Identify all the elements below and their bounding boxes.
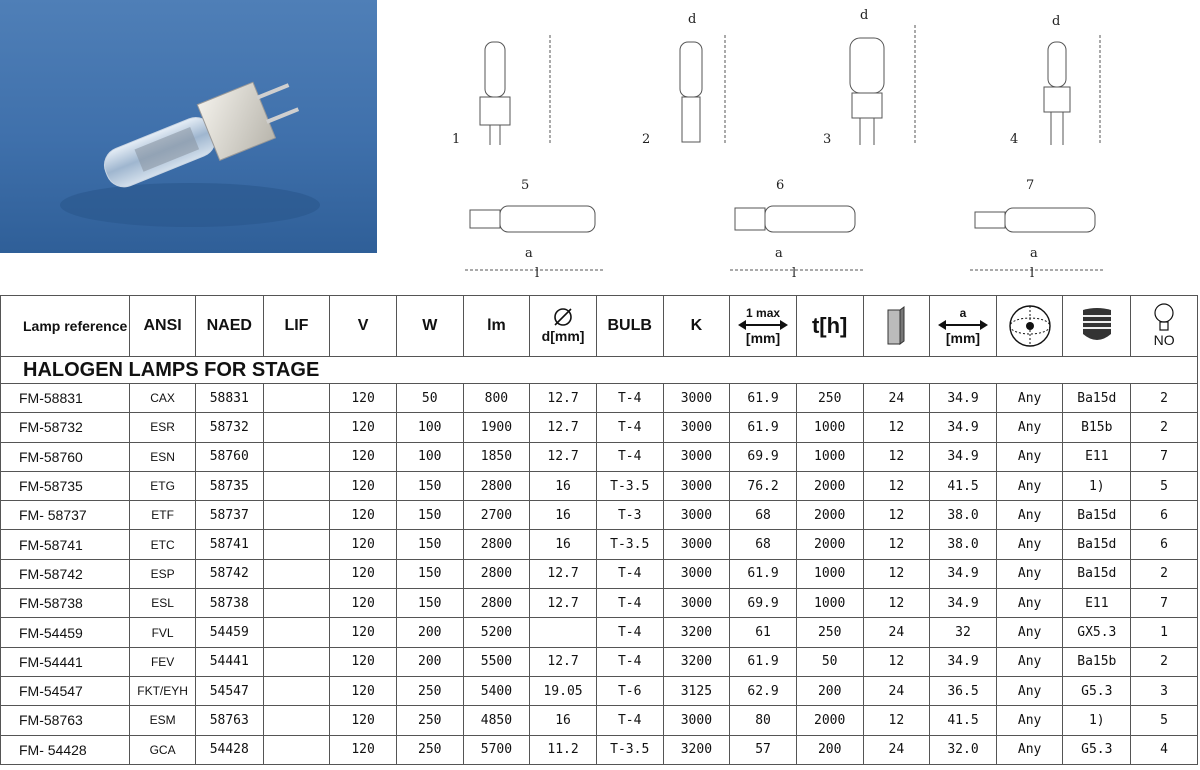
cell-wattage: 250	[396, 706, 463, 735]
dimension-label-d: d	[688, 12, 697, 27]
cell-lif	[263, 413, 330, 442]
cell-lif	[263, 530, 330, 559]
cell-naed: 58735	[195, 471, 263, 500]
cell-burning-position: Any	[996, 676, 1063, 705]
cell-wattage: 200	[396, 618, 463, 647]
cell-filament: 12	[863, 501, 930, 530]
lamp-rows	[1, 384, 1198, 765]
cell-filament: 12	[863, 706, 930, 735]
cell-diameter: 16	[530, 501, 597, 530]
cell-a-dimension: 32	[930, 618, 997, 647]
cell-diameter	[530, 618, 597, 647]
cell-diameter: 19.05	[530, 676, 597, 705]
diagram-number-label: NO	[1153, 332, 1175, 348]
table-row	[1, 413, 1198, 442]
cell-lumens: 2800	[463, 530, 530, 559]
cell-diameter: 12.7	[530, 413, 597, 442]
cell-lifetime: 200	[796, 735, 863, 764]
cell-diagram-number: 7	[1131, 442, 1198, 471]
cell-lif	[263, 735, 330, 764]
cell-burning-position: Any	[996, 589, 1063, 618]
dimension-label-l: l	[1030, 266, 1035, 281]
cell-diagram-number: 2	[1131, 413, 1198, 442]
cell-lifetime: 2000	[796, 706, 863, 735]
cell-lifetime: 250	[796, 384, 863, 413]
cell-diagram-number: 7	[1131, 589, 1198, 618]
cell-bulb: T-4	[596, 589, 663, 618]
cell-color-temp: 3200	[663, 618, 730, 647]
cell-bulb: T-3.5	[596, 530, 663, 559]
cell-bulb: T-3	[596, 501, 663, 530]
cell-base: Ba15d	[1063, 559, 1131, 588]
cell-diagram-number: 4	[1131, 735, 1198, 764]
cell-length-max: 62.9	[730, 676, 797, 705]
cell-wattage: 150	[396, 530, 463, 559]
cell-wattage: 150	[396, 589, 463, 618]
cell-lumens: 2800	[463, 559, 530, 588]
cell-ansi: FKT/EYH	[130, 676, 196, 705]
cell-filament: 24	[863, 618, 930, 647]
cell-naed: 54459	[195, 618, 263, 647]
cell-burning-position: Any	[996, 647, 1063, 676]
col-bulb: BULB	[596, 296, 663, 357]
cell-naed: 54441	[195, 647, 263, 676]
cell-wattage: 100	[396, 442, 463, 471]
cell-diagram-number: 5	[1131, 471, 1198, 500]
a-unit-label: [mm]	[945, 330, 981, 346]
cell-naed: 58737	[195, 501, 263, 530]
cell-filament: 12	[863, 471, 930, 500]
col-lifetime-hours: t[h]	[796, 296, 863, 357]
diameter-unit-label: d[mm]	[541, 328, 585, 344]
cell-burning-position: Any	[996, 735, 1063, 764]
table-header-row	[1, 296, 1198, 357]
cell-a-dimension: 32.0	[930, 735, 997, 764]
cell-color-temp: 3000	[663, 442, 730, 471]
cell-color-temp: 3000	[663, 530, 730, 559]
cell-naed: 58732	[195, 413, 263, 442]
cell-lif	[263, 647, 330, 676]
cell-naed: 58763	[195, 706, 263, 735]
product-photo	[0, 0, 377, 253]
cell-color-temp: 3200	[663, 647, 730, 676]
cell-length-max: 69.9	[730, 589, 797, 618]
filament-block-icon	[887, 306, 905, 346]
cell-color-temp: 3125	[663, 676, 730, 705]
cell-voltage: 120	[330, 530, 397, 559]
diagram-number-5: 5	[521, 178, 530, 193]
col-diameter	[530, 296, 597, 357]
cell-bulb: T-3.5	[596, 471, 663, 500]
cell-color-temp: 3200	[663, 735, 730, 764]
diameter-icon	[552, 306, 574, 328]
bulb-icon	[1153, 302, 1175, 332]
cell-color-temp: 3000	[663, 706, 730, 735]
cell-lif	[263, 384, 330, 413]
cell-lif	[263, 501, 330, 530]
cell-length-max: 61.9	[730, 413, 797, 442]
cell-diameter: 11.2	[530, 735, 597, 764]
a-dimension-label: a	[959, 306, 967, 320]
cell-filament: 12	[863, 589, 930, 618]
cell-lamp-reference: FM- 54428	[1, 735, 130, 764]
cell-lamp-reference: FM-58732	[1, 413, 130, 442]
cell-wattage: 100	[396, 413, 463, 442]
cell-a-dimension: 34.9	[930, 384, 997, 413]
cell-voltage: 120	[330, 384, 397, 413]
cell-a-dimension: 36.5	[930, 676, 997, 705]
cell-length-max: 61	[730, 618, 797, 647]
cell-lumens: 1850	[463, 442, 530, 471]
cell-length-max: 76.2	[730, 471, 797, 500]
cell-lamp-reference: FM-58735	[1, 471, 130, 500]
cell-voltage: 120	[330, 618, 397, 647]
cell-diagram-number: 5	[1131, 706, 1198, 735]
cell-length-max: 68	[730, 501, 797, 530]
cell-base: Ba15b	[1063, 647, 1131, 676]
cell-diagram-number: 2	[1131, 384, 1198, 413]
cell-burning-position: Any	[996, 471, 1063, 500]
table-row	[1, 384, 1198, 413]
col-base	[1063, 296, 1131, 357]
cell-naed: 58831	[195, 384, 263, 413]
cell-lamp-reference: FM-58742	[1, 559, 130, 588]
table-row	[1, 442, 1198, 471]
cell-voltage: 120	[330, 706, 397, 735]
cell-a-dimension: 41.5	[930, 706, 997, 735]
cell-wattage: 150	[396, 559, 463, 588]
col-ansi: ANSI	[130, 296, 196, 357]
cell-lumens: 5700	[463, 735, 530, 764]
section-title: HALOGEN LAMPS FOR STAGE	[1, 357, 1198, 384]
dimension-label-a: a	[775, 246, 783, 261]
col-lm: lm	[463, 296, 530, 357]
cell-ansi: ESL	[130, 589, 196, 618]
cell-filament: 24	[863, 384, 930, 413]
cell-diagram-number: 6	[1131, 501, 1198, 530]
diagram-number-1: 1	[452, 132, 461, 147]
double-arrow-icon	[738, 320, 788, 330]
cell-length-max: 61.9	[730, 384, 797, 413]
cell-naed: 58738	[195, 589, 263, 618]
cell-base: E11	[1063, 442, 1131, 471]
cell-burning-position: Any	[996, 384, 1063, 413]
table-row	[1, 589, 1198, 618]
col-v: V	[330, 296, 397, 357]
cell-a-dimension: 34.9	[930, 559, 997, 588]
cell-burning-position: Any	[996, 530, 1063, 559]
cell-voltage: 120	[330, 442, 397, 471]
cell-voltage: 120	[330, 471, 397, 500]
cell-diagram-number: 6	[1131, 530, 1198, 559]
cell-naed: 58742	[195, 559, 263, 588]
cell-a-dimension: 38.0	[930, 501, 997, 530]
cell-lumens: 800	[463, 384, 530, 413]
cell-color-temp: 3000	[663, 589, 730, 618]
cell-base: 1)	[1063, 706, 1131, 735]
cell-burning-position: Any	[996, 706, 1063, 735]
cell-burning-position: Any	[996, 501, 1063, 530]
cell-lumens: 2700	[463, 501, 530, 530]
cell-wattage: 250	[396, 735, 463, 764]
cell-color-temp: 3000	[663, 471, 730, 500]
cell-ansi: ETF	[130, 501, 196, 530]
burning-position-icon	[1005, 303, 1055, 349]
screw-base-icon	[1077, 306, 1117, 346]
cell-filament: 12	[863, 530, 930, 559]
cell-lumens: 4850	[463, 706, 530, 735]
dimension-label-d: d	[860, 8, 869, 23]
cell-length-max: 68	[730, 530, 797, 559]
cell-diameter: 12.7	[530, 559, 597, 588]
cell-bulb: T-4	[596, 559, 663, 588]
cell-base: G5.3	[1063, 735, 1131, 764]
cell-lumens: 2800	[463, 589, 530, 618]
cell-voltage: 120	[330, 501, 397, 530]
col-filament	[863, 296, 930, 357]
dimension-label-l: l	[535, 266, 540, 281]
cell-lamp-reference: FM-54547	[1, 676, 130, 705]
cell-lif	[263, 676, 330, 705]
cell-lif	[263, 442, 330, 471]
cell-color-temp: 3000	[663, 384, 730, 413]
cell-bulb: T-4	[596, 442, 663, 471]
cell-lif	[263, 559, 330, 588]
cell-ansi: ESN	[130, 442, 196, 471]
cell-diameter: 12.7	[530, 442, 597, 471]
cell-lif	[263, 589, 330, 618]
cell-voltage: 120	[330, 413, 397, 442]
cell-ansi: ESR	[130, 413, 196, 442]
cell-lumens: 5200	[463, 618, 530, 647]
cell-lamp-reference: FM-54459	[1, 618, 130, 647]
cell-diagram-number: 2	[1131, 559, 1198, 588]
cell-lamp-reference: FM-54441	[1, 647, 130, 676]
cell-filament: 24	[863, 735, 930, 764]
cell-ansi: FEV	[130, 647, 196, 676]
cell-a-dimension: 34.9	[930, 442, 997, 471]
cell-lamp-reference: FM-58760	[1, 442, 130, 471]
cell-diameter: 12.7	[530, 647, 597, 676]
dimension-label-a: a	[1030, 246, 1038, 261]
cell-lifetime: 250	[796, 618, 863, 647]
cell-wattage: 150	[396, 501, 463, 530]
cell-color-temp: 3000	[663, 413, 730, 442]
cell-base: Ba15d	[1063, 530, 1131, 559]
cell-naed: 54428	[195, 735, 263, 764]
cell-lamp-reference: FM-58763	[1, 706, 130, 735]
lamp-diagrams	[380, 0, 1200, 290]
cell-base: GX5.3	[1063, 618, 1131, 647]
cell-bulb: T-4	[596, 618, 663, 647]
cell-base: 1)	[1063, 471, 1131, 500]
table-row	[1, 618, 1198, 647]
cell-a-dimension: 34.9	[930, 413, 997, 442]
cell-base: Ba15d	[1063, 384, 1131, 413]
col-w: W	[396, 296, 463, 357]
length-unit-label: [mm]	[745, 330, 781, 346]
col-naed: NAED	[195, 296, 263, 357]
cell-lifetime: 1000	[796, 589, 863, 618]
col-diagram-number	[1131, 296, 1198, 357]
col-burning-position	[996, 296, 1063, 357]
cell-diameter: 12.7	[530, 384, 597, 413]
cell-burning-position: Any	[996, 442, 1063, 471]
cell-wattage: 200	[396, 647, 463, 676]
col-length-max	[730, 296, 797, 357]
col-lamp-reference: Lamp reference	[1, 296, 130, 357]
col-lif: LIF	[263, 296, 330, 357]
cell-voltage: 120	[330, 647, 397, 676]
diagram-number-2: 2	[642, 132, 651, 147]
cell-voltage: 120	[330, 676, 397, 705]
diagram-number-3: 3	[823, 132, 832, 147]
cell-diameter: 16	[530, 706, 597, 735]
cell-wattage: 50	[396, 384, 463, 413]
diagram-number-7: 7	[1026, 178, 1035, 193]
cell-ansi: ETG	[130, 471, 196, 500]
cell-diagram-number: 3	[1131, 676, 1198, 705]
cell-bulb: T-6	[596, 676, 663, 705]
cell-lifetime: 2000	[796, 530, 863, 559]
cell-filament: 12	[863, 559, 930, 588]
cell-burning-position: Any	[996, 413, 1063, 442]
cell-lamp-reference: FM-58741	[1, 530, 130, 559]
cell-burning-position: Any	[996, 559, 1063, 588]
cell-lifetime: 1000	[796, 413, 863, 442]
cell-lifetime: 1000	[796, 559, 863, 588]
cell-lumens: 5500	[463, 647, 530, 676]
cell-naed: 58760	[195, 442, 263, 471]
cell-lumens: 5400	[463, 676, 530, 705]
cell-diameter: 16	[530, 530, 597, 559]
table-row	[1, 501, 1198, 530]
table-row	[1, 735, 1198, 764]
cell-filament: 12	[863, 442, 930, 471]
diagram-number-4: 4	[1010, 132, 1019, 147]
cell-filament: 12	[863, 413, 930, 442]
cell-base: B15b	[1063, 413, 1131, 442]
dimension-label-d: d	[1052, 14, 1061, 29]
col-a-dimension	[930, 296, 997, 357]
cell-diagram-number: 2	[1131, 647, 1198, 676]
cell-length-max: 57	[730, 735, 797, 764]
cell-lifetime: 1000	[796, 442, 863, 471]
cell-burning-position: Any	[996, 618, 1063, 647]
cell-a-dimension: 34.9	[930, 589, 997, 618]
diagram-number-6: 6	[776, 178, 785, 193]
halogen-lamp-image	[0, 0, 377, 253]
cell-length-max: 80	[730, 706, 797, 735]
table-row	[1, 706, 1198, 735]
dimension-label-a: a	[525, 246, 533, 261]
cell-filament: 24	[863, 676, 930, 705]
cell-ansi: GCA	[130, 735, 196, 764]
cell-bulb: T-4	[596, 706, 663, 735]
cell-ansi: ESM	[130, 706, 196, 735]
cell-lamp-reference: FM-58831	[1, 384, 130, 413]
cell-bulb: T-4	[596, 384, 663, 413]
cell-length-max: 61.9	[730, 559, 797, 588]
cell-length-max: 61.9	[730, 647, 797, 676]
cell-naed: 58741	[195, 530, 263, 559]
cell-lif	[263, 618, 330, 647]
col-k: K	[663, 296, 730, 357]
cell-base: Ba15d	[1063, 501, 1131, 530]
dimension-label-l: l	[792, 266, 797, 281]
cell-voltage: 120	[330, 735, 397, 764]
cell-lumens: 2800	[463, 471, 530, 500]
cell-lif	[263, 471, 330, 500]
lamp-spec-table	[0, 295, 1198, 765]
cell-ansi: FVL	[130, 618, 196, 647]
section-header-row	[1, 357, 1198, 384]
table-row	[1, 559, 1198, 588]
cell-voltage: 120	[330, 559, 397, 588]
table-row	[1, 676, 1198, 705]
cell-ansi: ESP	[130, 559, 196, 588]
cell-a-dimension: 38.0	[930, 530, 997, 559]
cell-lumens: 1900	[463, 413, 530, 442]
cell-ansi: ETC	[130, 530, 196, 559]
cell-bulb: T-4	[596, 647, 663, 676]
cell-bulb: T-3.5	[596, 735, 663, 764]
cell-naed: 54547	[195, 676, 263, 705]
cell-bulb: T-4	[596, 413, 663, 442]
cell-base: G5.3	[1063, 676, 1131, 705]
cell-lifetime: 50	[796, 647, 863, 676]
table-row	[1, 530, 1198, 559]
cell-lifetime: 2000	[796, 471, 863, 500]
cell-filament: 12	[863, 647, 930, 676]
cell-diameter: 12.7	[530, 589, 597, 618]
cell-a-dimension: 41.5	[930, 471, 997, 500]
lamp-outline-drawings	[380, 0, 1200, 290]
cell-lif	[263, 706, 330, 735]
cell-diameter: 16	[530, 471, 597, 500]
cell-wattage: 250	[396, 676, 463, 705]
table-row	[1, 647, 1198, 676]
cell-lifetime: 200	[796, 676, 863, 705]
table-row	[1, 471, 1198, 500]
cell-lamp-reference: FM- 58737	[1, 501, 130, 530]
cell-lamp-reference: FM-58738	[1, 589, 130, 618]
cell-lifetime: 2000	[796, 501, 863, 530]
double-arrow-icon	[938, 320, 988, 330]
cell-base: E11	[1063, 589, 1131, 618]
cell-voltage: 120	[330, 589, 397, 618]
cell-color-temp: 3000	[663, 559, 730, 588]
cell-diagram-number: 1	[1131, 618, 1198, 647]
cell-length-max: 69.9	[730, 442, 797, 471]
cell-color-temp: 3000	[663, 501, 730, 530]
cell-a-dimension: 34.9	[930, 647, 997, 676]
length-max-label: 1 max	[746, 306, 781, 320]
cell-ansi: CAX	[130, 384, 196, 413]
cell-wattage: 150	[396, 471, 463, 500]
